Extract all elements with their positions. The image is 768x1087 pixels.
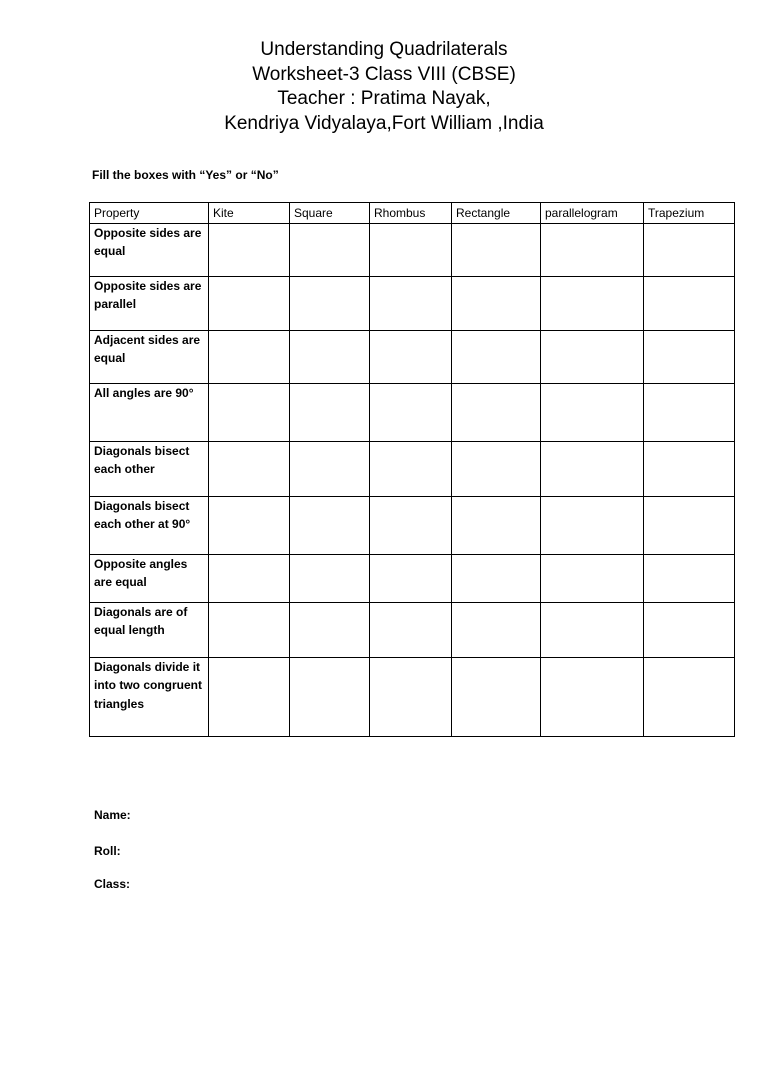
name-label: Name:	[94, 808, 131, 822]
school-name: Kendriya Vidyalaya,Fort William ,India	[224, 112, 544, 134]
answer-cell[interactable]	[644, 223, 735, 276]
answer-cell[interactable]	[541, 383, 644, 441]
worksheet-title: Understanding Quadrilaterals	[260, 39, 508, 60]
answer-cell[interactable]	[290, 554, 370, 602]
property-label: Opposite angles are equal	[90, 554, 209, 602]
answer-cell[interactable]	[370, 554, 452, 602]
answer-cell[interactable]	[644, 441, 735, 496]
answer-cell[interactable]	[644, 276, 735, 330]
answer-cell[interactable]	[370, 330, 452, 383]
answer-cell[interactable]	[209, 602, 290, 657]
answer-cell[interactable]	[452, 496, 541, 554]
table-row	[90, 330, 735, 383]
table-row	[90, 223, 735, 276]
property-label: Diagonals bisect each other	[90, 441, 209, 496]
table-row	[90, 441, 735, 496]
table-row	[90, 602, 735, 657]
answer-cell[interactable]	[209, 330, 290, 383]
answer-cell[interactable]	[644, 554, 735, 602]
answer-cell[interactable]	[541, 657, 644, 736]
answer-cell[interactable]	[370, 441, 452, 496]
answer-cell[interactable]	[290, 276, 370, 330]
table-row	[90, 383, 735, 441]
answer-cell[interactable]	[209, 657, 290, 736]
column-header-rhombus: Rhombus	[370, 203, 452, 224]
table-row	[90, 657, 735, 736]
property-label: Diagonals are of equal length	[90, 602, 209, 657]
table-row	[90, 276, 735, 330]
answer-cell[interactable]	[290, 496, 370, 554]
column-header-square: Square	[290, 203, 370, 224]
answer-cell[interactable]	[541, 496, 644, 554]
column-header-kite: Kite	[209, 203, 290, 224]
answer-cell[interactable]	[541, 223, 644, 276]
answer-cell[interactable]	[452, 554, 541, 602]
answer-cell[interactable]	[541, 330, 644, 383]
answer-cell[interactable]	[452, 330, 541, 383]
property-label: Opposite sides are parallel	[90, 276, 209, 330]
answer-cell[interactable]	[370, 657, 452, 736]
answer-cell[interactable]	[290, 441, 370, 496]
answer-cell[interactable]	[644, 496, 735, 554]
property-label: Opposite sides are equal	[90, 223, 209, 276]
answer-cell[interactable]	[209, 496, 290, 554]
property-label: Diagonals divide it into two congruent triangles	[90, 657, 209, 736]
answer-cell[interactable]	[370, 602, 452, 657]
answer-cell[interactable]	[370, 276, 452, 330]
answer-cell[interactable]	[644, 657, 735, 736]
column-header-parallelogram: parallelogram	[541, 203, 644, 224]
column-header-property: Property	[90, 203, 209, 224]
answer-cell[interactable]	[209, 223, 290, 276]
column-header-rectangle: Rectangle	[452, 203, 541, 224]
table-row	[90, 496, 735, 554]
property-label: All angles are 90°	[90, 383, 209, 441]
answer-cell[interactable]	[209, 441, 290, 496]
answer-cell[interactable]	[290, 657, 370, 736]
properties-table	[89, 202, 735, 737]
answer-cell[interactable]	[209, 554, 290, 602]
answer-cell[interactable]	[644, 330, 735, 383]
class-label: Class:	[94, 877, 131, 891]
column-header-trapezium: Trapezium	[644, 203, 735, 224]
answer-cell[interactable]	[452, 657, 541, 736]
answer-cell[interactable]	[452, 276, 541, 330]
answer-cell[interactable]	[644, 383, 735, 441]
answer-cell[interactable]	[452, 602, 541, 657]
answer-cell[interactable]	[452, 223, 541, 276]
answer-cell[interactable]	[370, 496, 452, 554]
worksheet-header	[0, 38, 768, 136]
answer-cell[interactable]	[541, 441, 644, 496]
answer-cell[interactable]	[644, 602, 735, 657]
instruction-text: Fill the boxes with “Yes” or “No”	[92, 168, 279, 182]
answer-cell[interactable]	[209, 383, 290, 441]
answer-cell[interactable]	[452, 383, 541, 441]
answer-cell[interactable]	[209, 276, 290, 330]
answer-cell[interactable]	[541, 554, 644, 602]
answer-cell[interactable]	[290, 223, 370, 276]
property-label: Diagonals bisect each other at 90°	[90, 496, 209, 554]
worksheet-subtitle: Worksheet-3 Class VIII (CBSE)	[252, 63, 516, 85]
answer-cell[interactable]	[370, 223, 452, 276]
roll-label: Roll:	[94, 844, 121, 858]
answer-cell[interactable]	[290, 383, 370, 441]
answer-cell[interactable]	[541, 276, 644, 330]
teacher-name: Teacher : Pratima Nayak,	[277, 88, 491, 109]
answer-cell[interactable]	[370, 383, 452, 441]
table-row	[90, 554, 735, 602]
answer-cell[interactable]	[290, 602, 370, 657]
table-header-row	[90, 203, 735, 224]
answer-cell[interactable]	[452, 441, 541, 496]
answer-cell[interactable]	[290, 330, 370, 383]
answer-cell[interactable]	[541, 602, 644, 657]
property-label: Adjacent sides are equal	[90, 330, 209, 383]
